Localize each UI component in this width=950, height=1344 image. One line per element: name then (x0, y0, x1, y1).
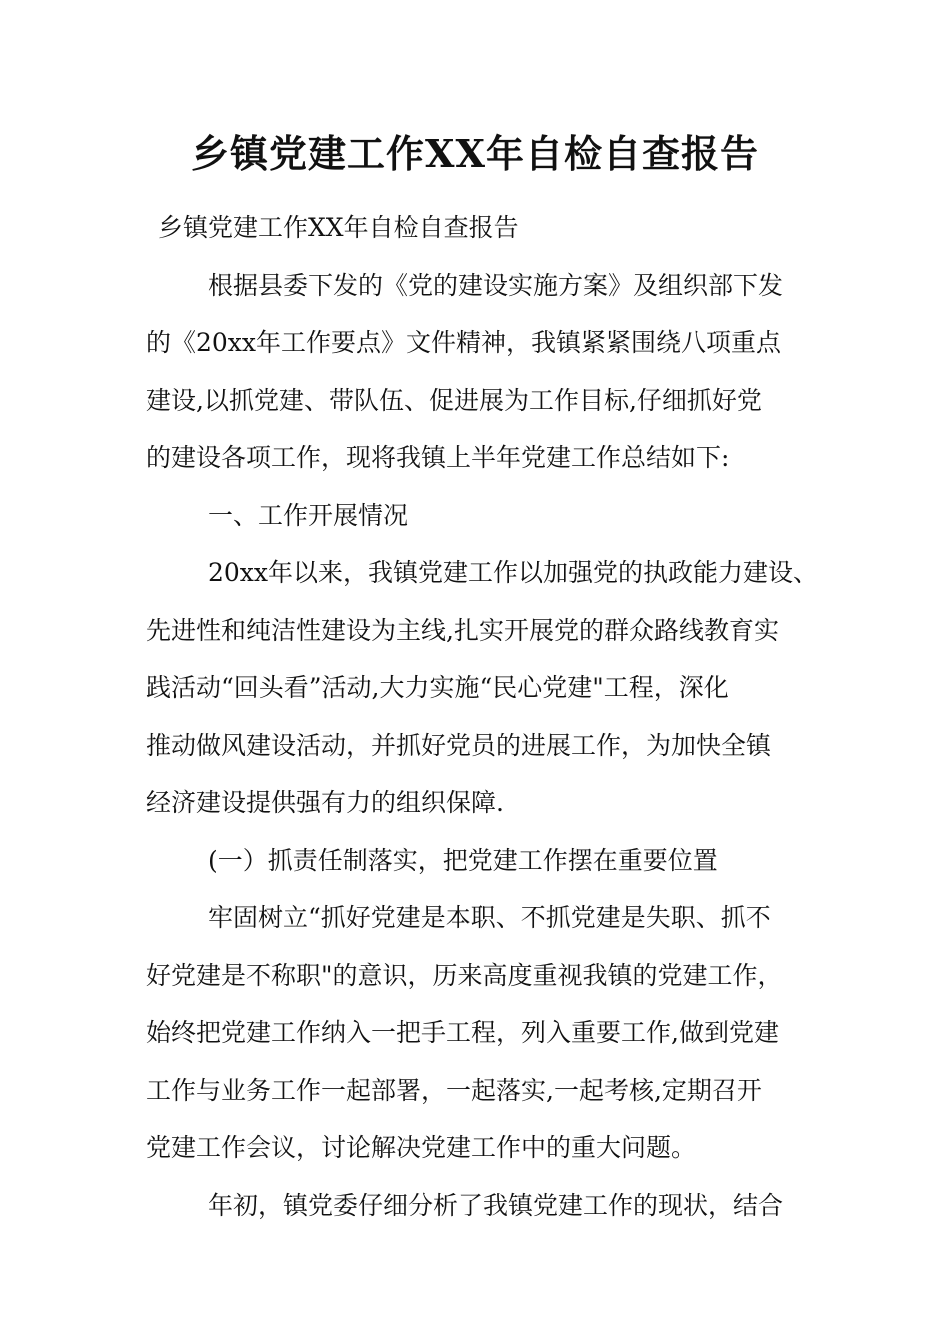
paragraph-line: 践活动“回头看”活动,大力实施“民心党建"工程，深化 (146, 673, 729, 702)
paragraph-line: 的《20xx年工作要点》文件精神，我镇紧紧围绕八项重点 (146, 328, 782, 357)
paragraph-line: 始终把党建工作纳入一把手工程，列入重要工作,做到党建 (146, 1018, 779, 1047)
section-heading: 一、工作开展情况 (208, 500, 409, 530)
paragraph-line: 党建工作会议，讨论解决党建工作中的重大问题。 (146, 1133, 697, 1162)
paragraph-line: 先进性和纯洁性建设为主线,扎实开展党的群众路线教育实 (146, 615, 779, 645)
paragraph-line: 经济建设提供强有力的组织保障. (146, 788, 504, 817)
document-title: 乡镇党建工作XX年自检自查报告 (191, 131, 759, 176)
paragraph-line: 推动做风建设活动，并抓好党员的进展工作，为加快全镇 (146, 730, 772, 760)
document-subtitle: 乡镇党建工作XX年自检自查报告 (158, 213, 519, 242)
subsection-heading: (一）抓责任制落实，把党建工作摆在重要位置 (208, 845, 718, 875)
paragraph-line: 好党建是不称职"的意识，历来高度重视我镇的党建工作， (146, 960, 783, 990)
paragraph-line: 20xx年以来，我镇党建工作以加强党的执政能力建设、 (208, 558, 819, 587)
paragraph-line: 建设,以抓党建、带队伍、促进展为工作目标,仔细抓好党 (146, 385, 762, 415)
paragraph-line: 年初，镇党委仔细分析了我镇党建工作的现状，结合 (208, 1190, 784, 1220)
paragraph-line: 的建设各项工作，现将我镇上半年党建工作总结如下: (146, 443, 730, 472)
paragraph-line: 根据县委下发的《党的建设实施方案》及组织部下发 (208, 270, 784, 300)
paragraph-line: 工作与业务工作一起部署，一起落实,一起考核,定期召开 (146, 1075, 762, 1105)
document-body (146, 199, 819, 1234)
paragraph-line: 牢固树立“抓好党建是本职、不抓党建是失职、抓不 (208, 903, 771, 932)
